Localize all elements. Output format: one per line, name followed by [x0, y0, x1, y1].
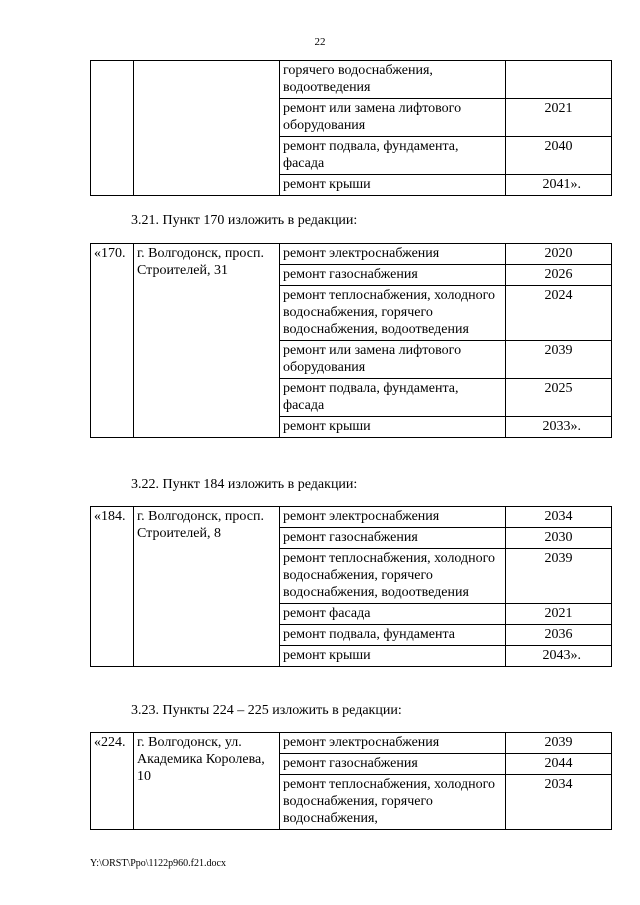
item-address: г. Волгодонск, просп. Строителей, 8 [134, 507, 280, 667]
year-cell: 2033». [506, 417, 612, 438]
work-cell: ремонт крыши [280, 417, 506, 438]
year-cell: 2020 [506, 244, 612, 265]
year-cell: 2041». [506, 175, 612, 196]
table-row [91, 733, 612, 754]
year-cell: 2039 [506, 341, 612, 379]
year-cell: 2039 [506, 733, 612, 754]
year-cell: 2026 [506, 265, 612, 286]
work-cell: ремонт газоснабжения [280, 265, 506, 286]
year-cell: 2021 [506, 99, 612, 137]
work-cell: ремонт крыши [280, 175, 506, 196]
work-cell: ремонт газоснабжения [280, 754, 506, 775]
year-cell: 2043». [506, 646, 612, 667]
file-path-footer: Y:\ORST\Ppo\1122p960.f21.docx [90, 858, 226, 869]
work-cell: ремонт электроснабжения [280, 733, 506, 754]
section-heading-3-22: 3.22. Пункт 184 изложить в редакции: [131, 477, 358, 492]
address-cell [134, 61, 280, 196]
work-cell: ремонт подвала, фундамента [280, 625, 506, 646]
work-cell: ремонт газоснабжения [280, 528, 506, 549]
work-cell: ремонт теплоснабжения, холодного водоснабжения, горячего водоснабжения, [280, 775, 506, 830]
work-cell: ремонт подвала, фундамента, фасада [280, 379, 506, 417]
year-cell: 2039 [506, 549, 612, 604]
work-cell: ремонт или замена лифтового оборудования [280, 99, 506, 137]
year-cell: 2021 [506, 604, 612, 625]
section-224-table [90, 732, 612, 830]
work-cell: ремонт теплоснабжения, холодного водоснабжения, горячего водоснабжения, водоотведения [280, 286, 506, 341]
section-heading-3-21: 3.21. Пункт 170 изложить в редакции: [131, 213, 358, 228]
section-184-table [90, 506, 612, 667]
year-cell: 2024 [506, 286, 612, 341]
year-cell: 2044 [506, 754, 612, 775]
table-row [91, 244, 612, 265]
section-heading-3-23: 3.23. Пункты 224 – 225 изложить в редакции: [131, 703, 402, 718]
year-cell [506, 61, 612, 99]
year-cell: 2036 [506, 625, 612, 646]
year-cell: 2030 [506, 528, 612, 549]
year-cell: 2040 [506, 137, 612, 175]
continuation-table [90, 60, 612, 196]
work-cell: ремонт теплоснабжения, холодного водоснабжения, горячего водоснабжения, водоотведения [280, 549, 506, 604]
year-cell: 2034 [506, 775, 612, 830]
work-cell: горячего водоснабжения, водоотведения [280, 61, 506, 99]
work-cell: ремонт крыши [280, 646, 506, 667]
item-address: г. Волгодонск, ул. Академика Королева, 10 [134, 733, 280, 830]
work-cell: ремонт подвала, фундамента, фасада [280, 137, 506, 175]
table-row [91, 61, 612, 99]
work-cell: ремонт электроснабжения [280, 244, 506, 265]
work-cell: ремонт фасада [280, 604, 506, 625]
number-cell [91, 61, 134, 196]
page-number: 22 [314, 36, 326, 48]
work-cell: ремонт или замена лифтового оборудования [280, 341, 506, 379]
item-number: «224. [91, 733, 134, 830]
year-cell: 2034 [506, 507, 612, 528]
table-row [91, 507, 612, 528]
year-cell: 2025 [506, 379, 612, 417]
item-number: «184. [91, 507, 134, 667]
item-address: г. Волгодонск, просп. Строителей, 31 [134, 244, 280, 438]
work-cell: ремонт электроснабжения [280, 507, 506, 528]
item-number: «170. [91, 244, 134, 438]
section-170-table [90, 243, 612, 438]
